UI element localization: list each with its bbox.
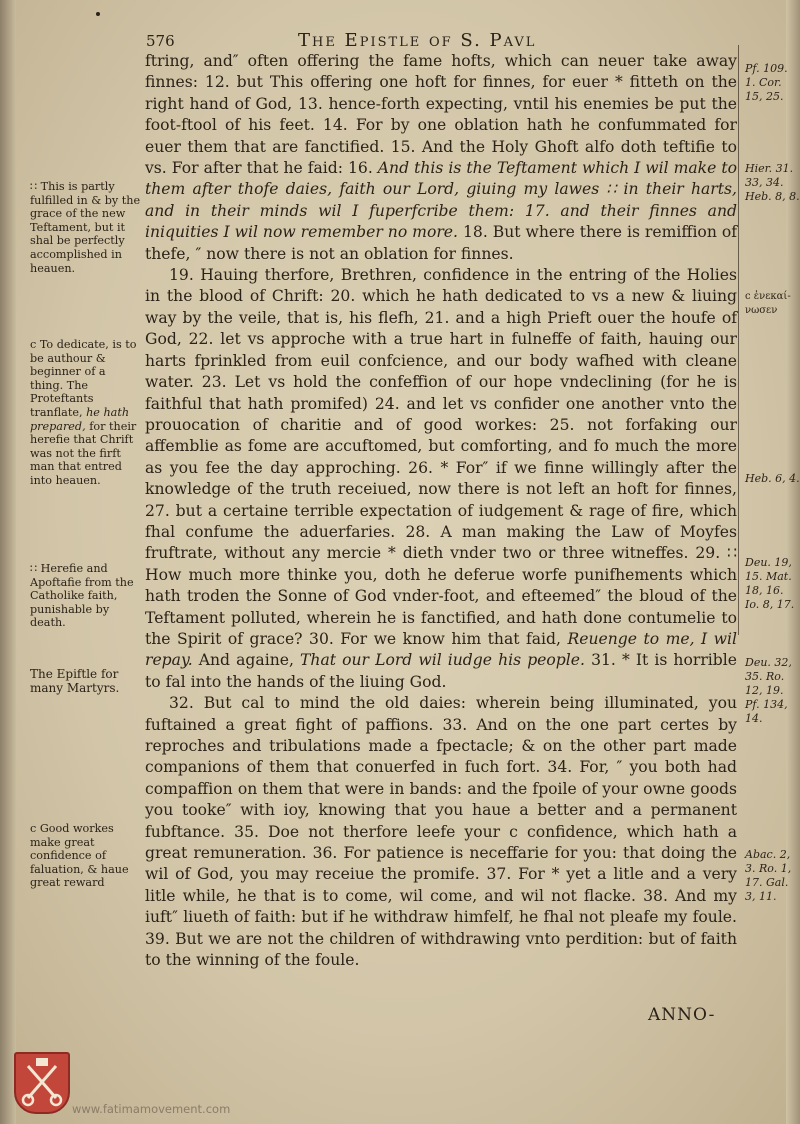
margin-reference: Heb. 6, 4. <box>745 472 800 485</box>
margin-note-heresy: ∷ Herefie and Apoftafie from the Catholike faith, punishable by death. <box>30 562 134 630</box>
website-watermark[interactable]: www.fatimamovement.com <box>72 1102 231 1116</box>
paragraph-text: 18. But where there is remiffion of thefe, ″ now there is not an oblation for finnes. <box>145 223 737 263</box>
margin-reference: Abac. 2, 3. Ro. 1, 17. Gal. 3, 11. <box>745 848 792 903</box>
margin-note-dedicate <box>30 338 142 488</box>
papal-keys-logo <box>14 1052 70 1114</box>
ink-dot <box>96 12 100 16</box>
paragraph-text: 31. * It is horrible to fal into the hands of the liuing God. <box>145 651 737 691</box>
catchword: ANNO- <box>648 1005 716 1025</box>
margin-note-text: c To dedicate, is to be authour & beginner of a thing. The Proteftants tranflate, <box>30 338 137 419</box>
running-head: The Epistle of S. Pavl <box>298 30 537 51</box>
paragraph-text: ftring, and″ often offering the fame hofts, which can neuer take away finnes: 12. but This offering one hoft for finnes, for euer * fitteth on the right hand of God, 13. hence-forth expecting, vntil his enemies be put the foot-ftool of his feet. 14. For by one oblation hath he confummated for euer them that are fanctified. 15. And the Holy Ghoft alfo doth teftifie to vs. For after that he faid: 16. <box>145 52 737 178</box>
crossed-keys-icon <box>16 1054 68 1112</box>
margin-reference: Hier. 31. 33, 34. Heb. 8, 8. <box>745 162 800 203</box>
margin-note-new-testament: ∷ This is partly fulfilled in & by the grace of the new Teftament, but it shal be perfectly accomplished in heauen. <box>30 180 141 275</box>
scripture-quotation: That our Lord wil iudge his people. <box>300 651 585 670</box>
margin-reference: Deu. 19, 15. Mat. 18, 16. Io. 8, 17. <box>745 556 795 611</box>
main-text-column <box>145 51 737 971</box>
paragraph-text: 32. But cal to mind the old daies: wherein being illuminated, you fuftained a great fight of paffions. 33. And on the one part certes by reproches and tribulations made a fpectacle; & on the other part made companions of them that conuerfed in fuch fort. 34. For, ″ you both had compaffion on them that were in bands: and the fpoile of your owne goods you tooke″ with ioy, knowing that you haue a better and a permanent fubftance. 35. Doe not therfore leefe your c confidence, which hath a great remuneration. 36. For patience is neceffarie for you: that doing the wil of God, you may receiue the promife. 37. For * yet a litle and a very litle while, he that is to come, wil come, and wil not flacke. 38. And my iuft″ liueth of faith: but if he withdraw himfelf, he fhal not pleafe my foule. 39. But we are not the children of withdrawing vnto perdition: but of faith to the winning of the foule. <box>145 694 737 970</box>
page-left-edge <box>0 0 16 1124</box>
scripture-quotation: Reuenge to me, I wil repay. <box>145 629 737 670</box>
margin-note-quotation: he hath prepared, <box>30 405 130 433</box>
margin-rule <box>738 45 739 635</box>
paragraph-verses-19-31 <box>145 265 737 693</box>
margin-reference: Pf. 109. 1. Cor. 15, 25. <box>745 62 788 103</box>
margin-note-good-works: c Good workes make great confidence of faluation, & haue great reward <box>30 822 129 890</box>
paragraph-verses-32-39 <box>145 693 737 971</box>
margin-reference: Deu. 32, 35. Ro. 12, 19. Pf. 134, 14. <box>745 656 792 725</box>
paragraph-text: 19. Hauing therfore, Brethren, confidence in the entring of the Holies in the blood of Chrift: 20. which he hath dedicated to vs a new & liuing way by the veile, that is, his flefh, 21. and a high Prieft ouer the houfe of God, 22. let vs approche with a true hart in fulneffe of faith, hauing our harts fprinkled from euil confcience, and our body wafhed with cleane water. 23. Let vs hold the confeffion of our hope vndeclining (for he is faithful that hath promifed) 24. and let vs confider one another vnto the prouocation of charitie and of good workes: 25. not forfaking our affemblie as fome are accuftomed, but comforting, and fo much the more as you fee the day approching. 26. * For″ if we finne willingly after the knowledge of the truth receiued, now there is not left an hoft for finnes, 27. but a certaine terrible expectation of iudgement & rage of fire, which fhal confume the aduerfaries. 28. A man making the Law of Moyfes fruftrate, without any mercie * dieth vnder two or three witneffes. 29. ∷ How much more thinke you, doth he deferue worfe punifhements which hath troden the Sonne of God vnder-foot, and efteemed″ the bloud of the Teftament polluted, wherein he is fanctified, and hath done contumelie to the Spirit of grace? 30. For we know him that faid, <box>145 266 737 648</box>
margin-note-martyrs: The Epiftle for many Martyrs. <box>30 667 120 695</box>
margin-note-text: for their herefie that Chrift was not the firft man that entred into heauen. <box>30 419 137 487</box>
paragraph-verses-11-18 <box>145 51 737 265</box>
page-number: 576 <box>146 32 175 50</box>
margin-reference-greek: c ἐνεκαί-νωσεν <box>745 291 791 316</box>
paragraph-text: And againe, <box>198 651 294 670</box>
scripture-quotation: And this is the Teftament which I wil make to them after thofe daies, faith our Lord, giuing my lawes ∷ in their harts, and in their minds wil I fuperfcribe them: 17. and their finnes and iniquities I wil now remember no more. <box>145 159 737 242</box>
